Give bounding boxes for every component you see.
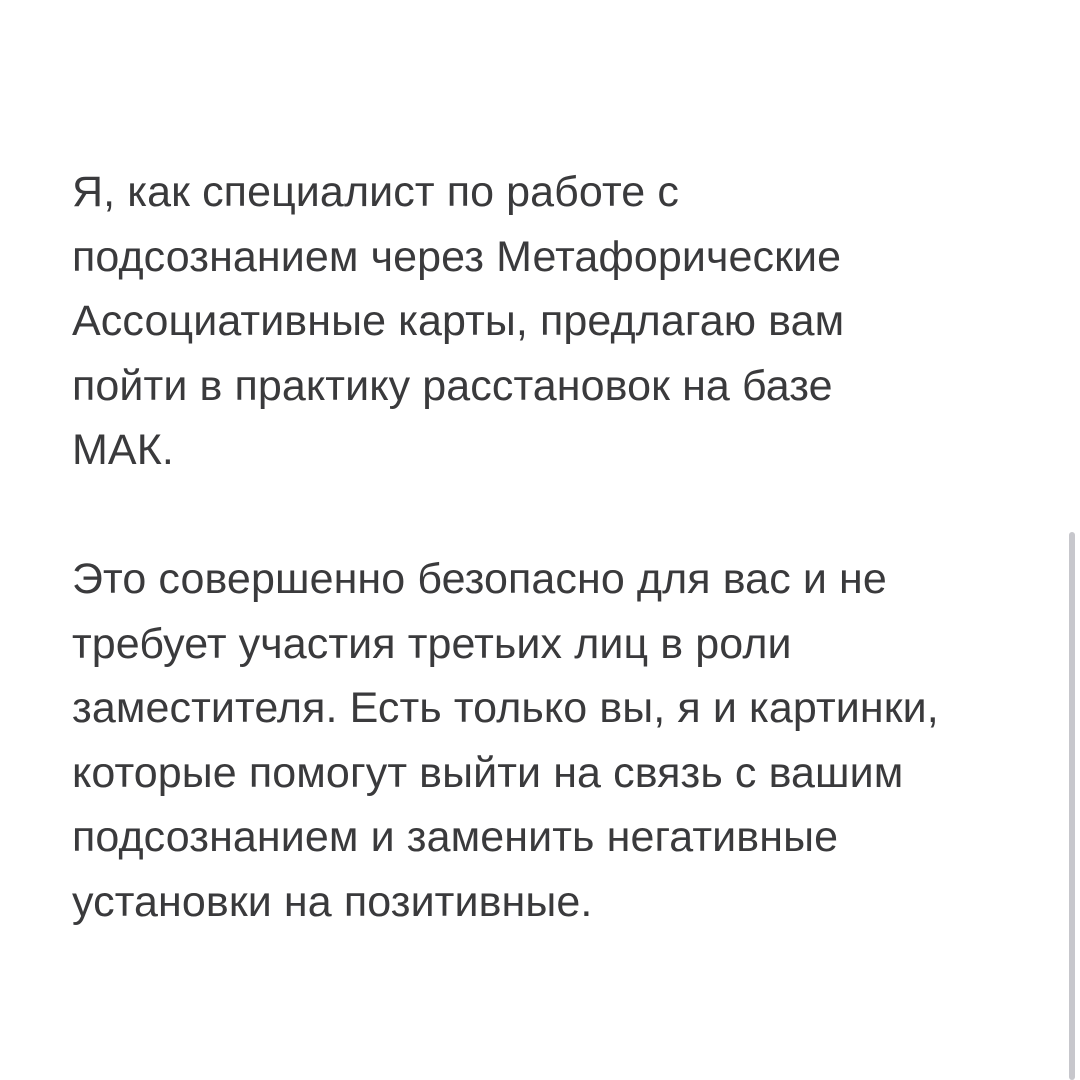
note-paragraph-2: Это совершенно безопасно для вас и не требует участия третьих лиц в роли заместителя. Есть только вы, я и картинки, которые помогут выйти на связь с вашим подсознанием и заменить негативные установки на позитивные. [72, 555, 939, 926]
scrollbar-thumb[interactable] [1069, 532, 1075, 1080]
vertical-scrollbar[interactable] [1066, 0, 1080, 1080]
note-text-area[interactable] [72, 160, 1032, 934]
note-paragraph-1: Я, как специалист по работе с подсознанием через Метафорические Ассоциативные карты, предлагаю вам пойти в практику расстановок на базе МАК. [72, 168, 845, 474]
